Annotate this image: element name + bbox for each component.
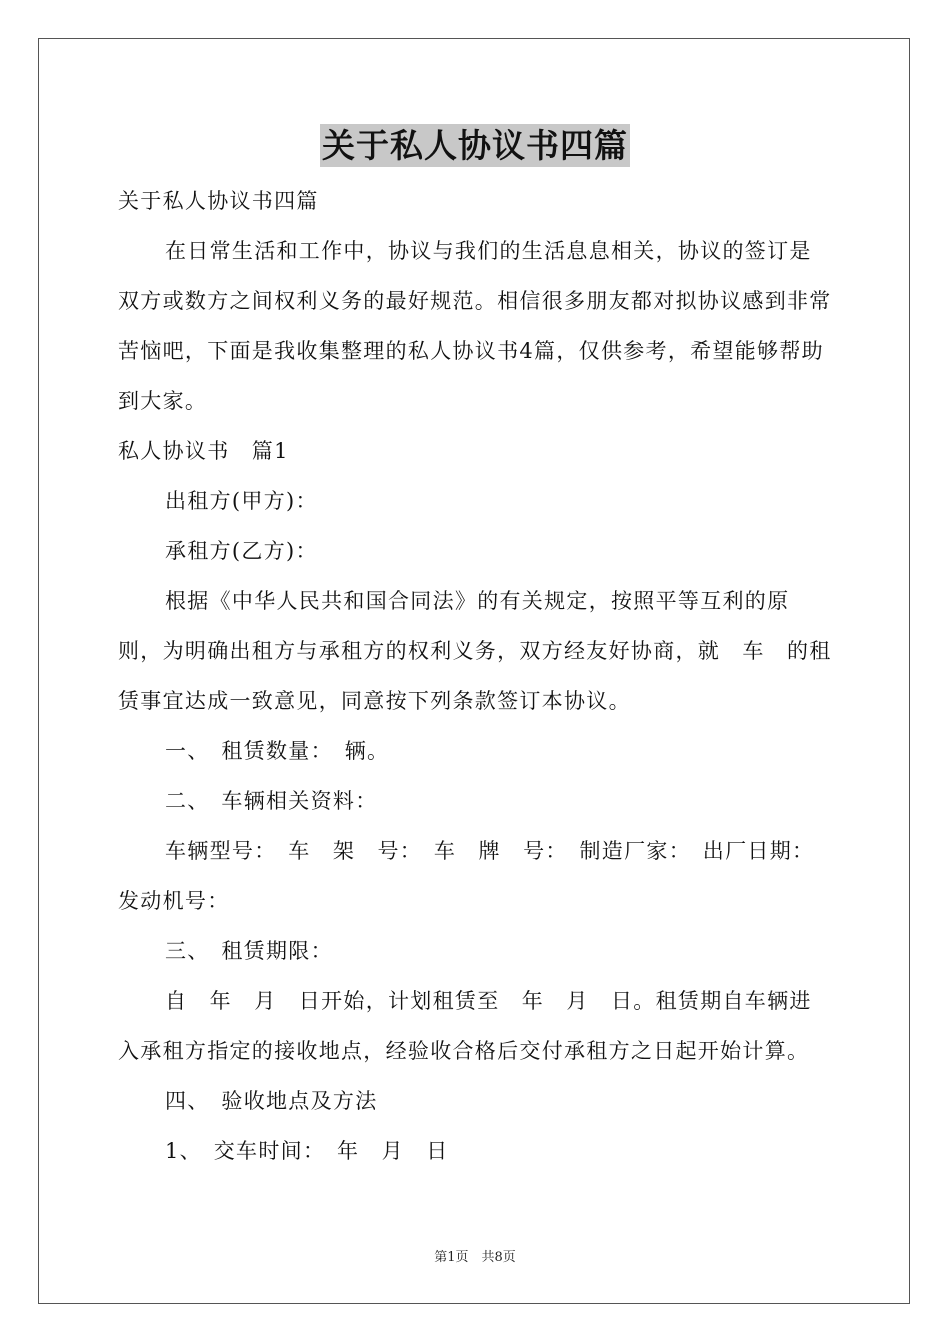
paragraph-vehicle-fields: 车辆型号： 车 架 号： 车 牌 号： 制造厂家： 出厂日期：发动机号： bbox=[118, 839, 815, 913]
paragraph-lessor: 出租方(甲方)： bbox=[165, 489, 318, 513]
clause-vehicle-info: 二、 车辆相关资料： bbox=[165, 789, 378, 813]
document-title-text: 关于私人协议书四篇 bbox=[322, 126, 628, 165]
document-body bbox=[118, 176, 832, 1176]
paragraph-basis: 根据《中华人民共和国合同法》的有关规定，按照平等互利的原则，为明确出租方与承租方的权利义务，双方经友好协商，就 车 的租赁事宜达成一致意见，同意按下列条款签订本协议。 bbox=[118, 589, 832, 713]
page-footer: 第1页 共8页 bbox=[434, 1250, 516, 1265]
paragraph-term-detail: 自 年 月 日开始，计划租赁至 年 月 日。租赁期自车辆进入承租方指定的接收地点，经验收合格后交付承租方之日起开始计算。 bbox=[118, 989, 812, 1063]
paragraph-lessee: 承租方(乙方)： bbox=[165, 539, 318, 563]
section-heading-1: 私人协议书 篇1 bbox=[118, 439, 289, 463]
document-title bbox=[0, 122, 950, 170]
clause-inspection: 四、 验收地点及方法 bbox=[165, 1089, 378, 1113]
clause-quantity: 一、 租赁数量： 辆。 bbox=[165, 739, 390, 763]
paragraph-intro: 在日常生活和工作中，协议与我们的生活息息相关，协议的签订是双方或数方之间权利义务的最好规范。相信很多朋友都对拟协议感到非常苦恼吧，下面是我收集整理的私人协议书4篇，仅供参考，希望能够帮助到大家。 bbox=[118, 239, 832, 413]
clause-term: 三、 租赁期限： bbox=[165, 939, 333, 963]
paragraph-subtitle: 关于私人协议书四篇 bbox=[118, 189, 319, 213]
paragraph-delivery-time: 1、 交车时间： 年 月 日 bbox=[165, 1139, 449, 1163]
